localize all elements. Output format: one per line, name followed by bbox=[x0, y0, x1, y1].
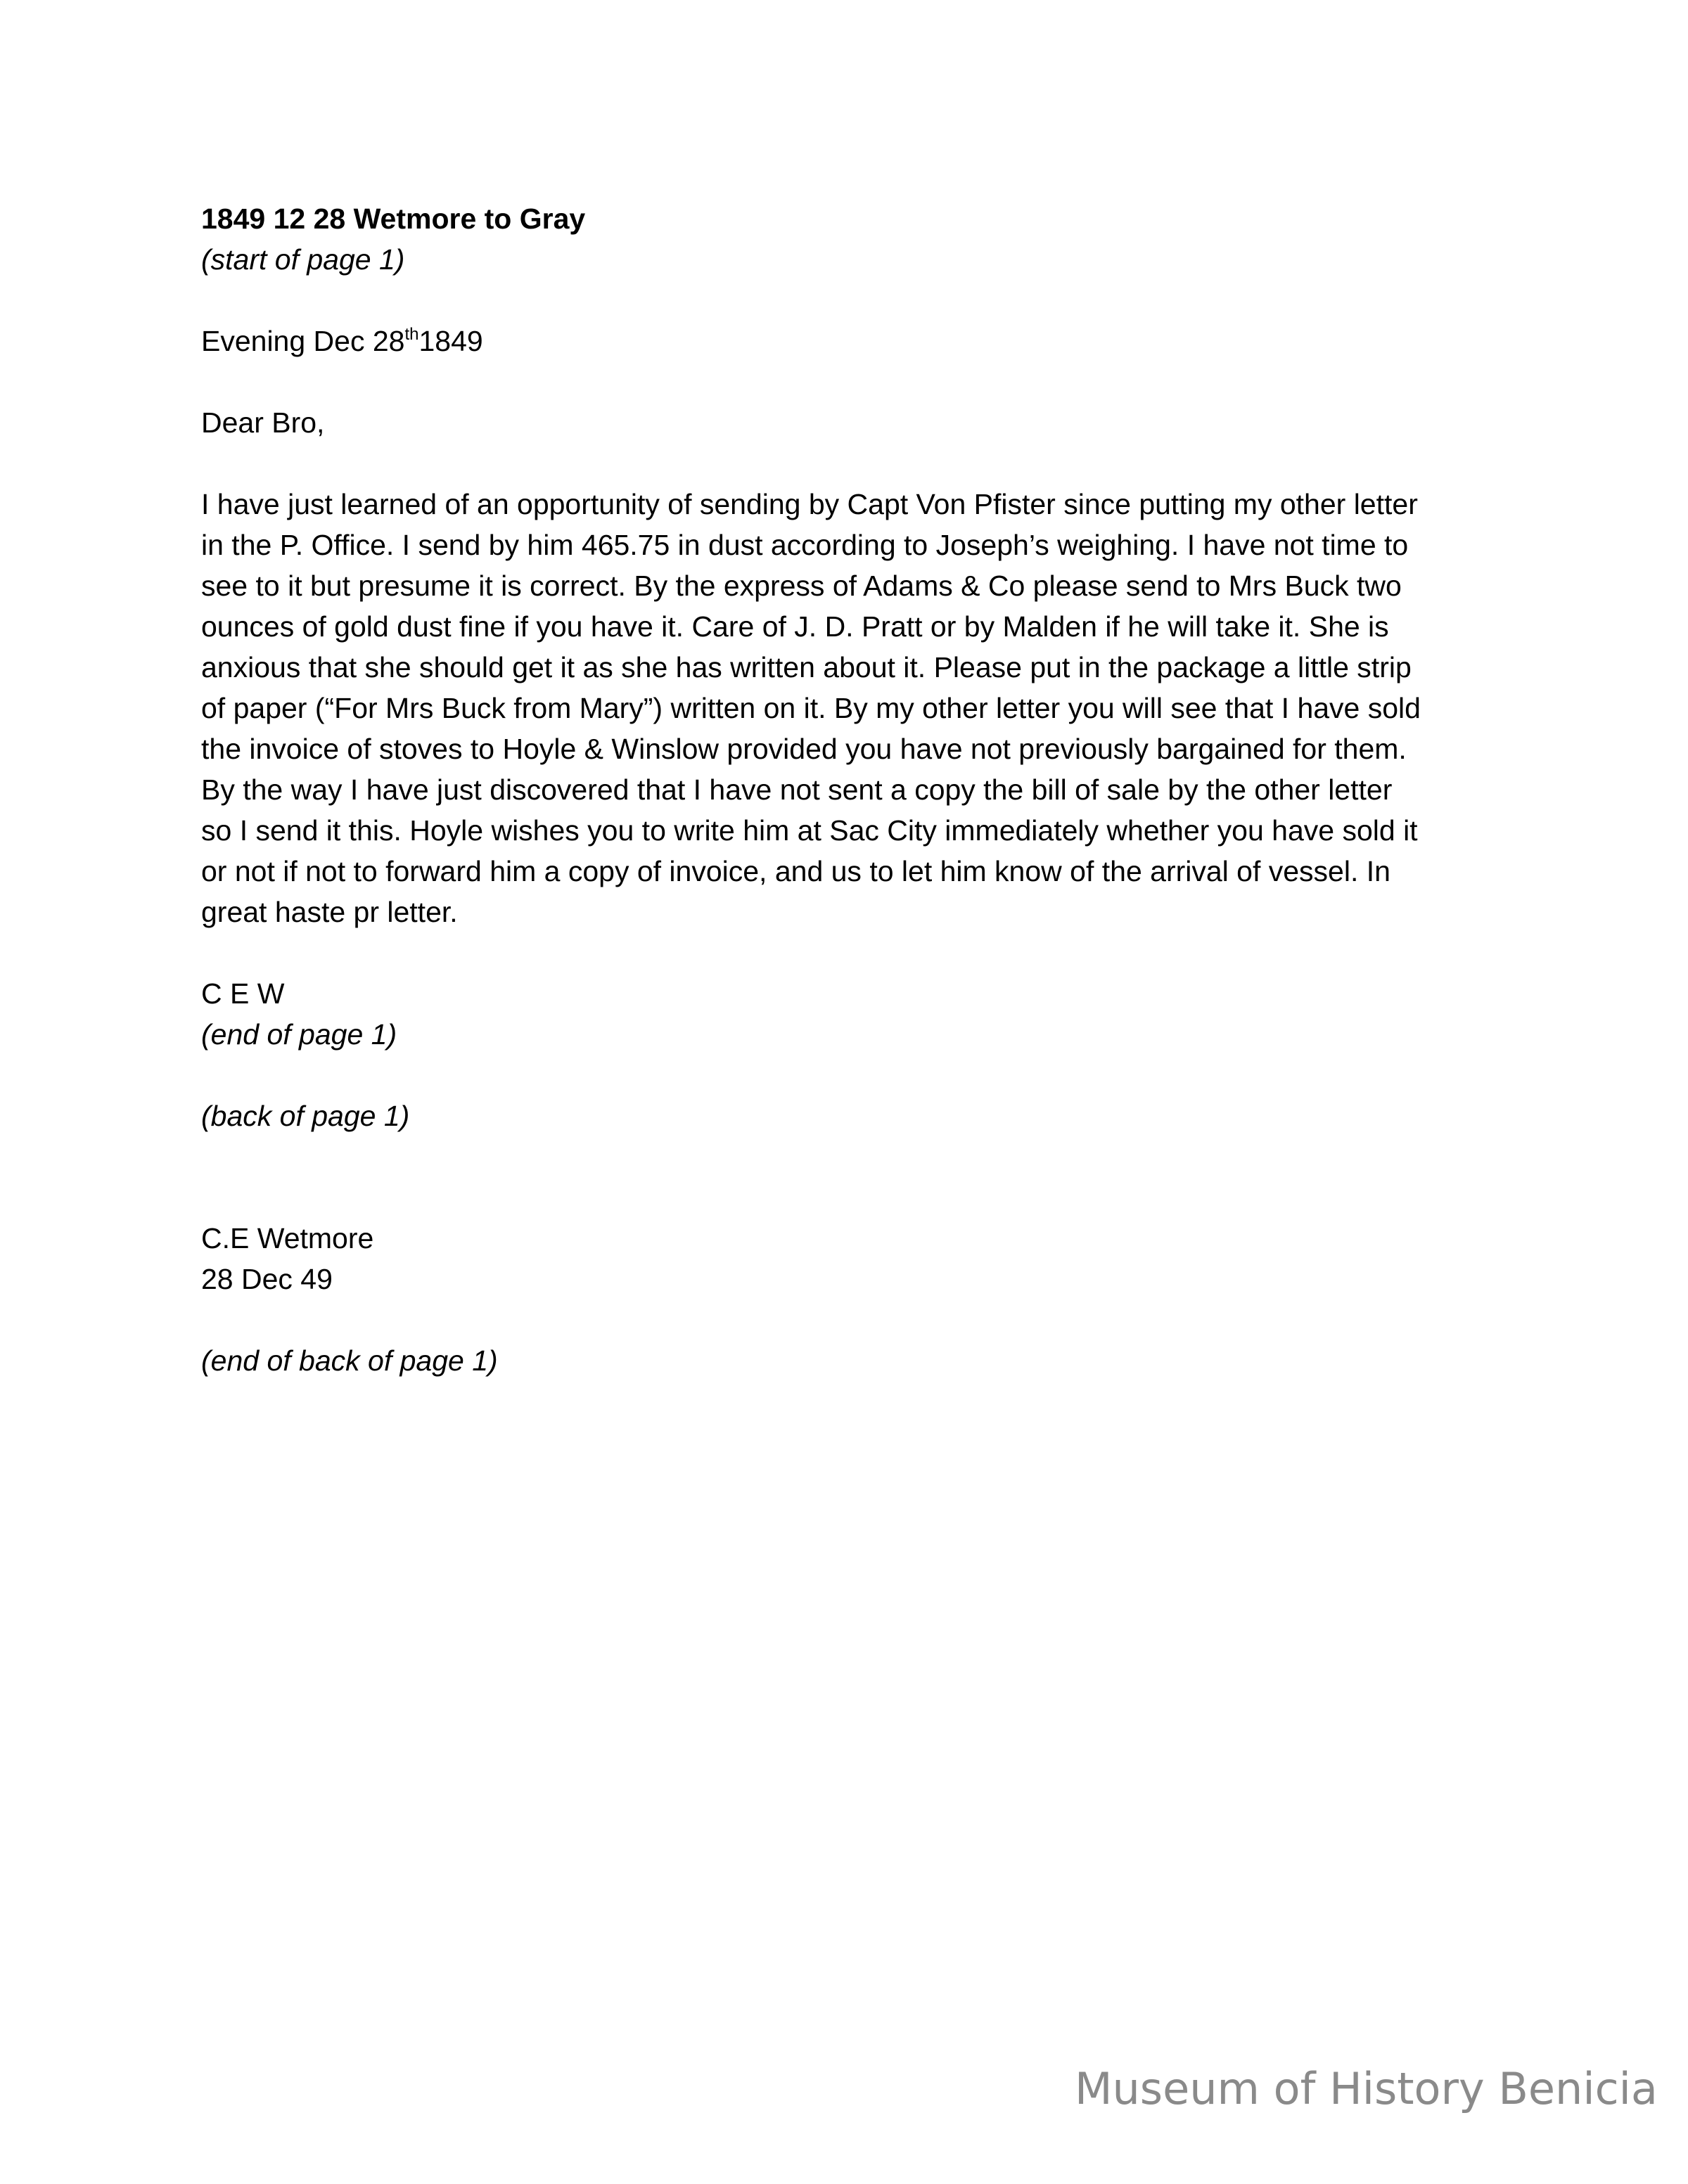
spacer bbox=[201, 361, 1516, 402]
body-line: of paper (“For Mrs Buck from Mary”) written on it. By my other letter you will see that I have sold bbox=[201, 692, 1421, 724]
body-line: the invoice of stoves to Hoyle & Winslow provided you have not previously bargained for them. bbox=[201, 733, 1407, 765]
spacer bbox=[201, 1299, 1516, 1340]
signature: C E W bbox=[201, 977, 285, 1010]
spacer bbox=[201, 280, 1516, 321]
body-line: or not if not to forward him a copy of invoice, and us to let him know of the arrival of vessel. In bbox=[201, 855, 1390, 887]
body-line: anxious that she should get it as she has written about it. Please put in the package a little strip bbox=[201, 651, 1412, 683]
letter-body bbox=[201, 484, 1516, 932]
back-page-marker: (back of page 1) bbox=[201, 1100, 410, 1132]
back-name: C.E Wetmore bbox=[201, 1222, 374, 1254]
body-line: see to it but presume it is correct. By the express of Adams & Co please send to Mrs Buck two bbox=[201, 570, 1402, 602]
body-line: I have just learned of an opportunity of sending by Capt Von Pfister since putting my other letter bbox=[201, 488, 1418, 520]
date-prefix: Evening Dec 28 bbox=[201, 325, 405, 357]
letter-transcription bbox=[201, 198, 1516, 1381]
body-line: great haste pr letter. bbox=[201, 896, 458, 928]
date-superscript: th bbox=[404, 325, 419, 344]
salutation: Dear Bro, bbox=[201, 406, 325, 439]
body-line: in the P. Office. I send by him 465.75 in dust according to Joseph’s weighing. I have not time to bbox=[201, 529, 1409, 561]
end-back-page-marker: (end of back of page 1) bbox=[201, 1344, 498, 1377]
letter-date bbox=[201, 321, 1516, 361]
spacer bbox=[201, 1055, 1516, 1096]
back-date: 28 Dec 49 bbox=[201, 1263, 333, 1295]
body-line: By the way I have just discovered that I have not sent a copy the bill of sale by the other letter bbox=[201, 773, 1393, 806]
end-page-marker: (end of page 1) bbox=[201, 1018, 397, 1051]
spacer bbox=[201, 443, 1516, 484]
body-line: ounces of gold dust fine if you have it. Care of J. D. Pratt or by Malden if he will take it. She is bbox=[201, 610, 1389, 643]
spacer bbox=[201, 932, 1516, 973]
museum-watermark: Museum of History Benicia bbox=[1075, 2063, 1658, 2114]
document-title: 1849 12 28 Wetmore to Gray bbox=[201, 203, 586, 235]
spacer bbox=[201, 1136, 1516, 1218]
start-page-marker: (start of page 1) bbox=[201, 243, 405, 276]
body-line: so I send it this. Hoyle wishes you to write him at Sac City immediately whether you have sold it bbox=[201, 814, 1418, 847]
date-year: 1849 bbox=[418, 325, 483, 357]
